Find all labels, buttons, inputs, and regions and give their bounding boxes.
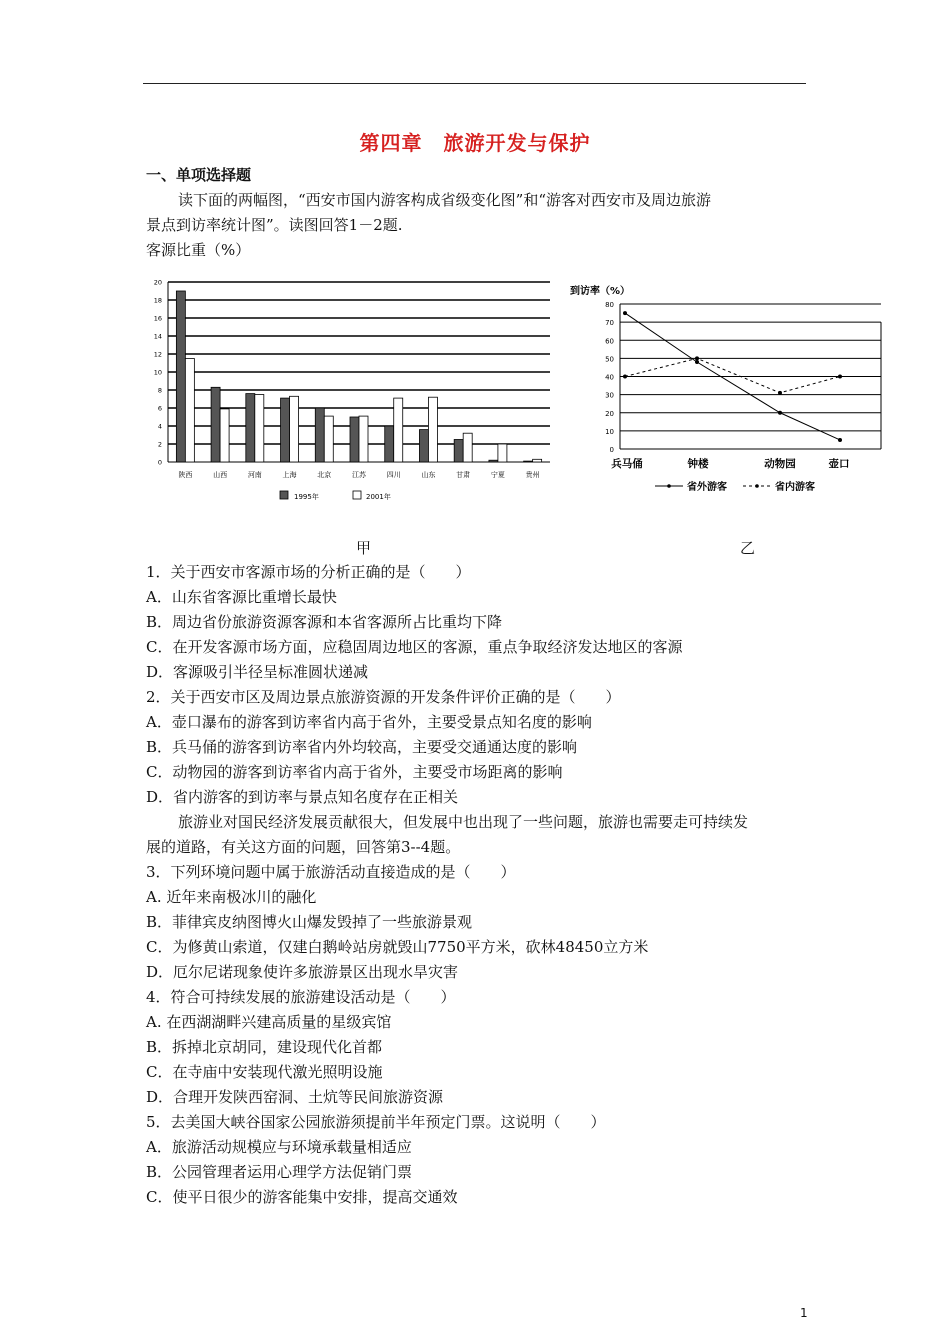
- bar-2001: [359, 416, 368, 462]
- bar-x-label: 北京: [317, 471, 332, 479]
- line-x-label: 钟楼: [687, 458, 709, 470]
- point-outside: [695, 360, 699, 364]
- bar-y-tick-label: 20: [153, 278, 162, 287]
- line-legend: [655, 480, 815, 493]
- bar-2001: [324, 416, 333, 462]
- intro-line: 景点到访率统计图”。读图回答1－2题.: [146, 216, 403, 234]
- bar-2001: [220, 409, 229, 462]
- bar-y-tick-label: 14: [153, 332, 162, 341]
- option-line: A. 近年来南极冰川的融化: [146, 888, 317, 906]
- bar-x-label: 四川: [386, 471, 401, 479]
- legend-dot-solid: [667, 484, 671, 488]
- bar-x-label: 江苏: [352, 471, 366, 479]
- paragraph-line: 展的道路，有关这方面的问题，回答第3--4题。: [146, 838, 461, 856]
- bar-legend: [280, 491, 391, 501]
- option-line: C．使平日很少的游客能集中安排，提高交通效: [146, 1188, 458, 1206]
- series-line-inside: [625, 358, 840, 392]
- bar-y-ticks: [154, 279, 162, 467]
- bar-x-label: 上海: [282, 471, 297, 479]
- bar-y-tick-label: 8: [157, 386, 162, 395]
- line-x-label: 动物园: [764, 458, 796, 470]
- point-inside: [838, 375, 842, 379]
- bar-x-label: 贵州: [525, 471, 540, 479]
- bar-1995: [315, 408, 324, 462]
- bar-1995: [176, 291, 185, 462]
- bar-y-tick-label: 2: [157, 440, 162, 449]
- paragraph-line: 旅游业对国民经济发展贡献很大，但发展中也出现了一些问题，旅游也需要走可持续发: [178, 813, 749, 831]
- bar-y-tick-label: 18: [153, 296, 162, 305]
- bar-1995: [211, 387, 220, 462]
- intro-line: 读下面的两幅图，“西安市国内游客构成省级变化图”和“游客对西安市及周边旅游: [178, 191, 712, 209]
- point-outside: [838, 438, 842, 442]
- option-line: A．壶口瀑布的游客到访率省内高于省外，主要受景点知名度的影响: [146, 713, 592, 731]
- option-line: C．为修黄山索道，仅建白鹅岭站房就毁山7750平方米，砍林48450立方米: [146, 938, 649, 956]
- line-y-tick-label: 80: [605, 301, 614, 309]
- header-rule: [143, 83, 806, 84]
- bar-chart: [140, 272, 560, 512]
- bar-x-label: 陕西: [178, 471, 193, 479]
- option-line: C．在开发客源市场方面，应稳固周边地区的客源，重点争取经济发达地区的客源: [146, 638, 683, 656]
- bar-1995: [385, 426, 394, 462]
- page-number: 1: [800, 1306, 808, 1320]
- question-line: 2．关于西安市区及周边景点旅游资源的开发条件评价正确的是（ ）: [146, 688, 621, 706]
- bar-x-label: 甘肃: [456, 471, 471, 479]
- bar-y-tick-label: 16: [153, 314, 162, 323]
- option-line: D．省内游客的到访率与景点知名度存在正相关: [146, 788, 459, 806]
- point-inside: [695, 356, 699, 360]
- bar-2001: [394, 398, 403, 462]
- legend-label-2001: 2001年: [366, 493, 391, 501]
- question-line: 4．符合可持续发展的旅游建设活动是（ ）: [146, 988, 456, 1006]
- legend-label-1995: 1995年: [294, 493, 319, 501]
- option-line: B．公园管理者运用心理学方法促销门票: [146, 1163, 413, 1181]
- bar-1995: [489, 460, 498, 462]
- bar-x-label: 山西: [213, 471, 228, 479]
- line-y-tick-label: 20: [605, 409, 614, 418]
- legend-label-outside: 省外游客: [687, 482, 727, 493]
- bar-marks: [176, 291, 541, 462]
- bar-x-label: 宁夏: [490, 471, 505, 479]
- option-line: C．在寺庙中安装现代激光照明设施: [146, 1063, 383, 1081]
- page-title: 第四章 旅游开发与保护: [359, 131, 591, 155]
- line-y-ticks: [605, 301, 614, 454]
- chart-y-caption: 客源比重（%）: [146, 241, 251, 259]
- option-line: A. 在西湖湖畔兴建高质量的星级宾馆: [146, 1013, 392, 1031]
- bar-2001: [185, 359, 194, 463]
- question-line: 5．去美国大峡谷国家公园旅游须提前半年预定门票。这说明（ ）: [146, 1113, 606, 1131]
- bar-1995: [454, 440, 463, 463]
- bar-x-label: 山东: [421, 471, 436, 479]
- line-y-tick-label: 40: [605, 373, 614, 382]
- option-line: D．合理开发陕西窑洞、土炕等民间旅游资源: [146, 1088, 444, 1106]
- bar-1995: [246, 394, 255, 462]
- line-y-tick-label: 60: [605, 337, 614, 346]
- bar-2001: [498, 444, 507, 462]
- line-y-tick-label: 0: [609, 446, 614, 454]
- option-line: A．旅游活动规模应与环境承载量相适应: [146, 1138, 412, 1156]
- line-y-tick-label: 30: [605, 391, 614, 400]
- bar-1995: [281, 398, 290, 462]
- line-x-label: 兵马俑: [611, 458, 643, 470]
- option-line: D．厄尔尼诺现象使许多旅游景区出现水旱灾害: [146, 963, 459, 981]
- bar-2001: [428, 397, 437, 462]
- line-y-tick-label: 70: [605, 319, 614, 328]
- question-line: 1．关于西安市客源市场的分析正确的是（ ）: [146, 563, 471, 581]
- bar-1995: [524, 461, 533, 462]
- section-heading: 一、单项选择题: [146, 166, 252, 184]
- bar-y-tick-label: 4: [157, 422, 162, 431]
- option-line: B．菲律宾皮纳图博火山爆发毁掉了一些旅游景观: [146, 913, 473, 931]
- point-inside: [623, 375, 627, 379]
- bar-x-labels: [178, 470, 539, 479]
- line-chart: [565, 280, 895, 500]
- caption-jia: 甲: [356, 539, 372, 557]
- bar-1995: [419, 430, 428, 462]
- line-y-tick-label: 50: [605, 355, 614, 364]
- legend-swatch-2001: [353, 491, 361, 499]
- point-inside: [778, 391, 782, 395]
- caption-yi: 乙: [740, 539, 756, 557]
- option-line: B．周边省份旅游资源客源和本省客源所占比重均下降: [146, 613, 503, 631]
- bar-y-tick-label: 0: [157, 458, 162, 467]
- line-chart-title: 到访率（%）: [570, 286, 631, 297]
- option-line: D．客源吸引半径呈标准圆状递减: [146, 663, 369, 681]
- option-line: B．兵马俑的游客到访率省内外均较高，主要受交通通达度的影响: [146, 738, 578, 756]
- legend-swatch-1995: [280, 491, 288, 499]
- option-line: A．山东省客源比重增长最快: [146, 588, 337, 606]
- line-y-tick-label: 10: [605, 427, 614, 436]
- legend-label-inside: 省内游客: [775, 482, 815, 493]
- bar-2001: [533, 459, 542, 462]
- option-line: B．拆掉北京胡同，建设现代化首都: [146, 1038, 383, 1056]
- bar-y-tick-label: 6: [157, 404, 162, 413]
- bar-x-label: 河南: [247, 471, 262, 479]
- point-outside: [623, 311, 627, 315]
- bar-2001: [255, 395, 264, 463]
- option-line: C．动物园的游客到访率省内高于省外，主要受市场距离的影响: [146, 763, 563, 781]
- line-x-label: 壶口: [828, 458, 850, 470]
- bar-2001: [290, 396, 299, 462]
- bar-y-tick-label: 10: [153, 368, 162, 377]
- bar-y-tick-label: 12: [153, 350, 162, 359]
- question-line: 3．下列环境问题中属于旅游活动直接造成的是（ ）: [146, 863, 516, 881]
- bar-2001: [463, 433, 472, 462]
- bar-1995: [350, 417, 359, 462]
- legend-dot-dashed: [755, 484, 759, 488]
- line-x-labels: [611, 457, 849, 470]
- point-outside: [778, 411, 782, 415]
